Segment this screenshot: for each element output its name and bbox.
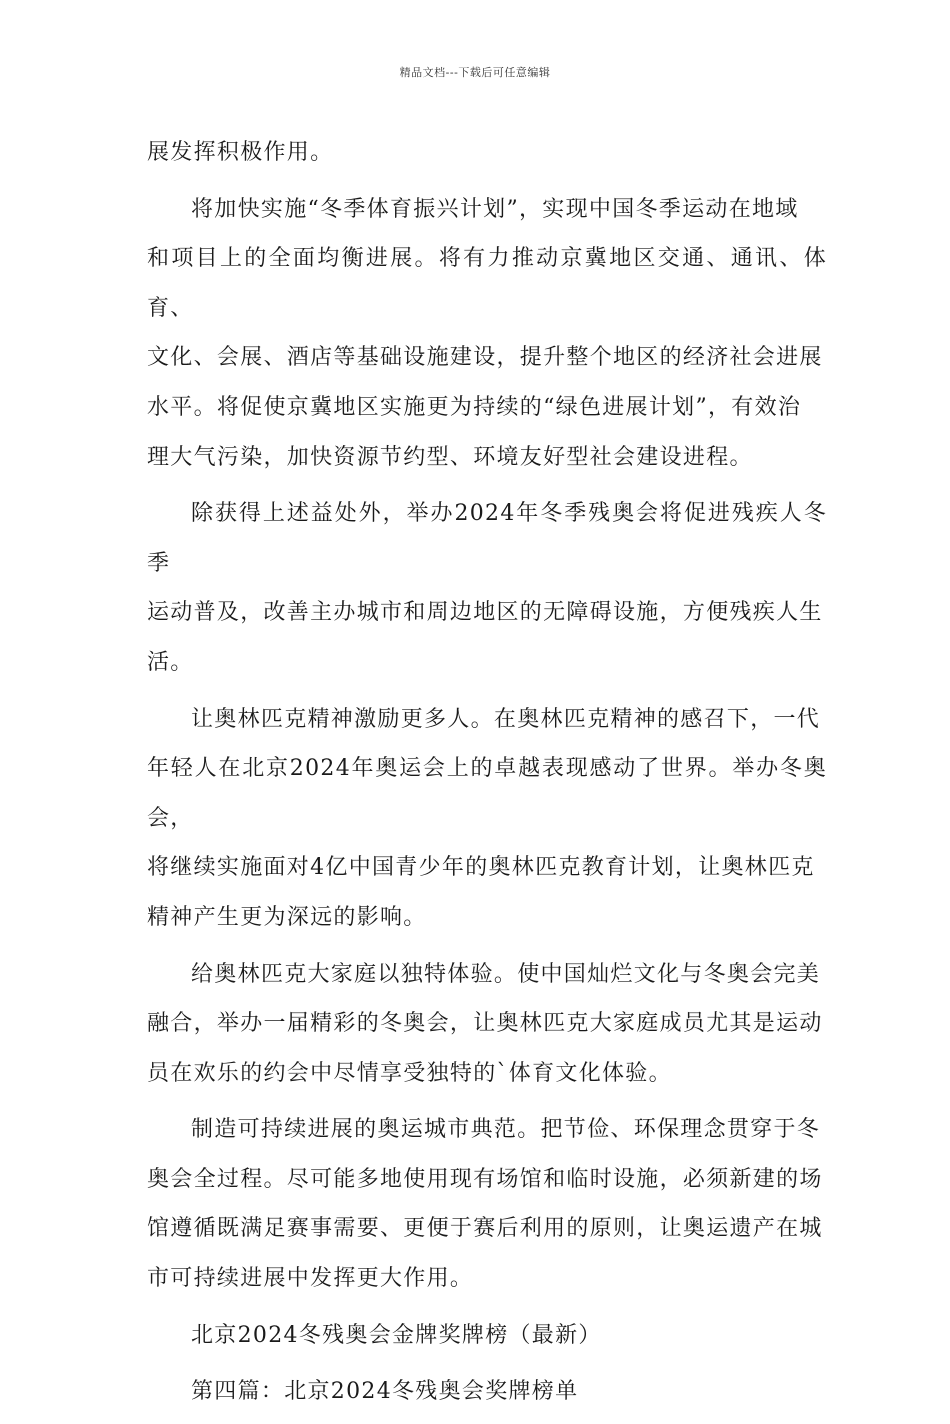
paragraph: 制造可持续进展的奥运城市典范。把节俭、环保理念贯穿于冬 奥会全过程。尽可能多地使用现有场馆和临时设施，必须新建的场 馆遵循既满足赛事需要、更便于赛后利用的原则，让奥运遗产在城 市可持续进展中发挥更大作用。: [147, 1117, 823, 1292]
paragraph: 让奥林匹克精神激励更多人。在奥林匹克精神的感召下，一代 年轻人在北京2024年奥运会上的卓越表现感动了世界。举办冬奥会， 将继续实施面对4亿中国青少年的奥林匹克教育计划，让奥林匹克 精神产生更为深远的影响。: [147, 706, 827, 930]
section-heading: 第四篇：北京2024冬残奥会奖牌榜单: [191, 1379, 579, 1405]
document-body: [147, 128, 827, 1424]
paragraph: 展发挥积极作用。: [147, 140, 334, 165]
paragraph: 将加快实施“冬季体育振兴计划”，实现中国冬季运动在地域 和项目上的全面均衡进展。将有力推动京冀地区交通、通讯、体育、 文化、会展、酒店等基础设施建设，提升整个地区的经济社会进展 水平。将促使京冀地区实施更为持续的“绿色进展计划”，有效治 理大气污染，加快资源节约型、环境友好型社会建设进程。: [147, 196, 827, 470]
section-heading: 北京2024冬残奥会金牌奖牌榜（最新）: [191, 1322, 602, 1348]
page-header: 精品文档---下载后可任意编辑: [399, 66, 551, 79]
paragraph: 给奥林匹克大家庭以独特体验。使中国灿烂文化与冬奥会完美 融合，举办一届精彩的冬奥会，让奥林匹克大家庭成员尤其是运动 员在欢乐的约会中尽情享受独特的`体育文化体验。: [147, 961, 823, 1086]
paragraph: 除获得上述益处外，举办2024年冬季残奥会将促进残疾人冬季 运动普及，改善主办城市和周边地区的无障碍设施，方便残疾人生 活。: [147, 501, 827, 675]
